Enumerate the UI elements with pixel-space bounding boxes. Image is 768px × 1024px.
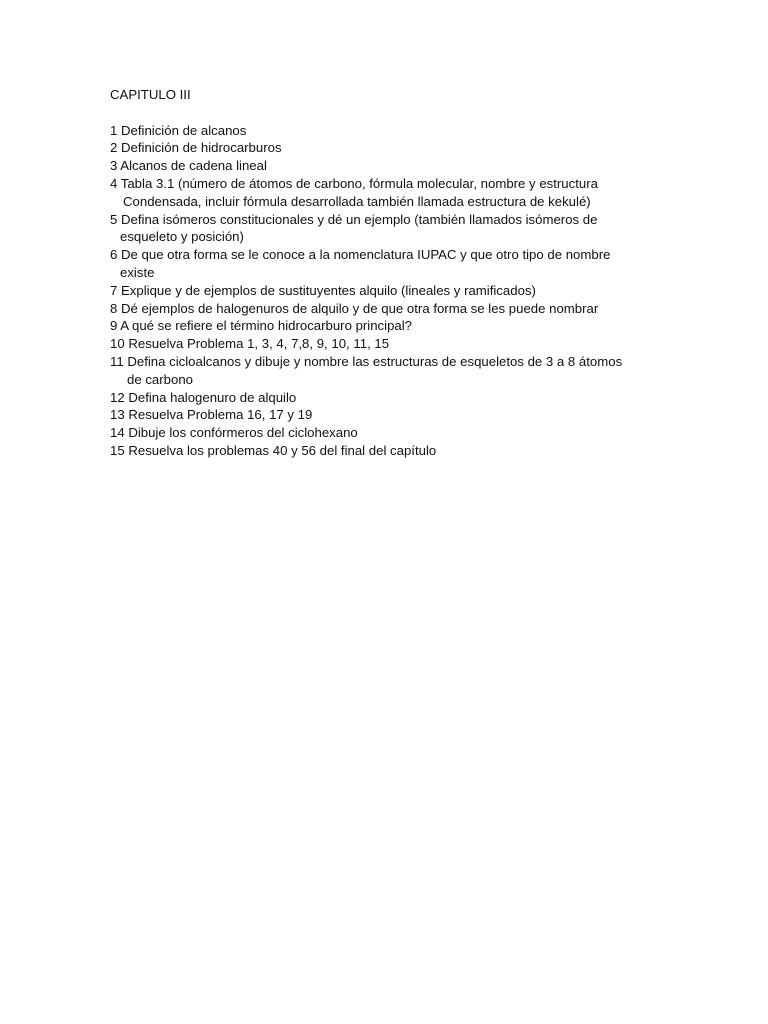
item-line: 6 De que otra forma se le conoce a la nomenclatura IUPAC y que otro tipo de nombre <box>110 247 611 263</box>
list-item <box>110 424 670 442</box>
item-continuation: existe <box>120 264 155 280</box>
item-continuation: esqueleto y posición) <box>120 229 244 245</box>
item-line: 3 Alcanos de cadena lineal <box>110 158 267 174</box>
list-item <box>110 211 670 247</box>
list-item <box>110 389 670 407</box>
list-item <box>110 317 670 335</box>
list-item <box>110 122 670 140</box>
item-line: 9 A qué se refiere el término hidrocarburo principal? <box>110 318 413 334</box>
item-line: 14 Dibuje los confórmeros del ciclohexano <box>110 425 358 441</box>
question-list <box>110 122 670 460</box>
item-line: 10 Resuelva Problema 1, 3, 4, 7,8, 9, 10, 11, 15 <box>110 336 390 352</box>
list-item <box>110 175 670 211</box>
list-item <box>110 246 670 282</box>
item-line: 2 Definición de hidrocarburos <box>110 140 282 156</box>
list-item <box>110 442 670 460</box>
list-item <box>110 335 670 353</box>
item-continuation: de carbono <box>127 371 193 387</box>
list-item <box>110 157 670 175</box>
document-content <box>110 86 670 460</box>
item-line: 12 Defina halogenuro de alquilo <box>110 389 297 405</box>
page-title: CAPITULO III <box>110 87 191 102</box>
item-continuation: Condensada, incluir fórmula desarrollada también llamada estructura de kekulé) <box>123 193 591 209</box>
list-item <box>110 353 670 389</box>
item-line: 1 Definición de alcanos <box>110 122 247 138</box>
item-line: 7 Explique y de ejemplos de sustituyentes alquilo (lineales y ramificados) <box>110 282 536 298</box>
list-item <box>110 300 670 318</box>
list-item <box>110 406 670 424</box>
item-line: 13 Resuelva Problema 16, 17 y 19 <box>110 407 313 423</box>
list-item <box>110 282 670 300</box>
item-line: 15 Resuelva los problemas 40 y 56 del final del capítulo <box>110 442 437 458</box>
item-line: 11 Defina cicloalcanos y dibuje y nombre las estructuras de esqueletos de 3 a 8 átomos <box>110 353 623 369</box>
list-item <box>110 139 670 157</box>
item-line: 8 Dé ejemplos de halogenuros de alquilo y de que otra forma se les puede nombrar <box>110 300 599 316</box>
item-line: 5 Defina isómeros constitucionales y dé un ejemplo (también llamados isómeros de <box>110 211 598 227</box>
item-line: 4 Tabla 3.1 (número de átomos de carbono, fórmula molecular, nombre y estructura <box>110 175 598 191</box>
